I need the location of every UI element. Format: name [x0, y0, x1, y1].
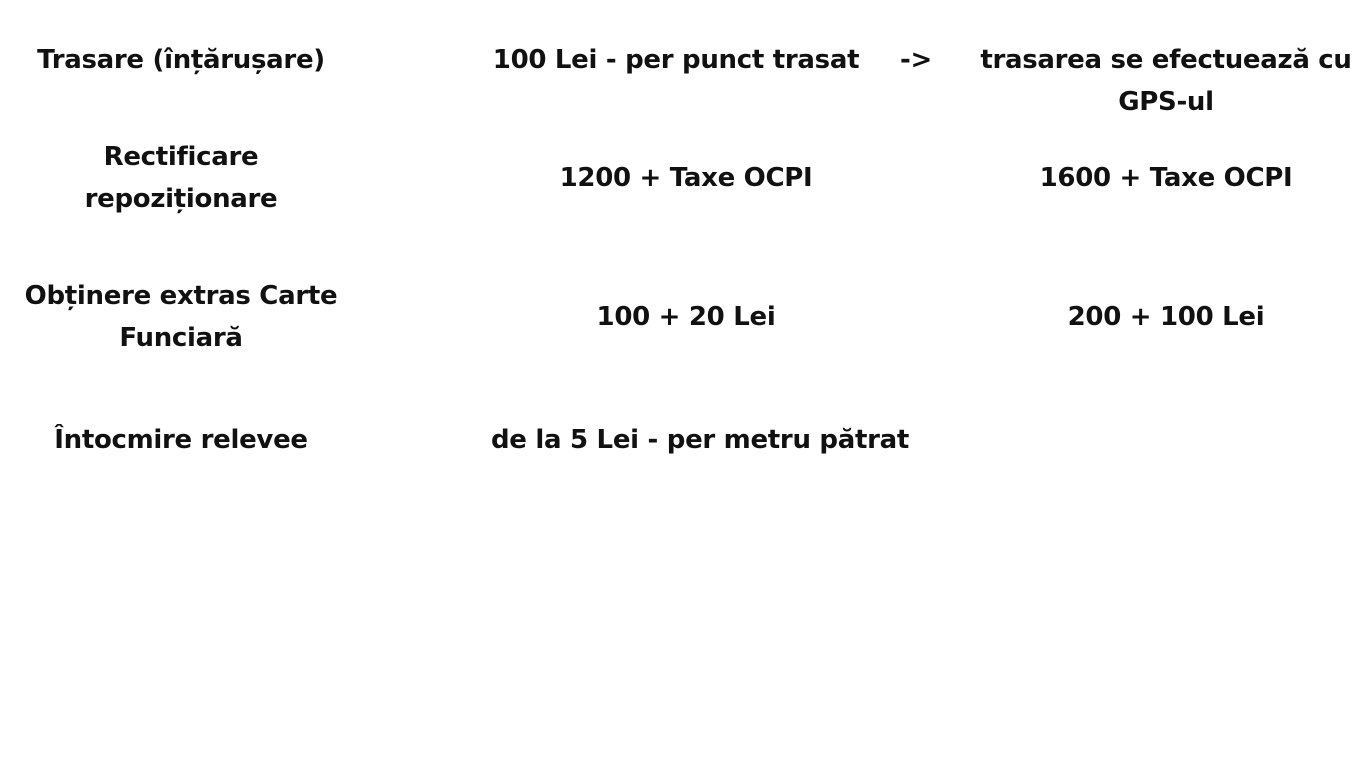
service-extras-carte-funciara [0, 275, 362, 359]
service-rectificare [0, 136, 362, 220]
price-rectificare-1: 1200 + Taxe OCPI [559, 163, 813, 193]
price-rectificare-2: 1600 + Taxe OCPI [1039, 163, 1293, 193]
service-rectificare-line2: repoziționare [84, 184, 278, 214]
service-rectificare-line1: Rectificare [103, 142, 259, 172]
arrow-text: -> [900, 45, 932, 75]
service-trasare: Trasare (înțărușare) [37, 45, 325, 75]
price-relevee: de la 5 Lei - per metru pătrat [491, 425, 909, 455]
note-trasare-gps: trasarea se efectuează cu GPS-ul [980, 45, 1352, 117]
service-relevee: Întocmire relevee [54, 425, 308, 455]
service-extras-line2: Funciară [119, 323, 243, 353]
service-extras-line1: Obținere extras Carte [24, 281, 338, 311]
price-extras-2: 200 + 100 Lei [1067, 302, 1265, 332]
price-extras-1: 100 + 20 Lei [596, 302, 776, 332]
price-trasare: 100 Lei - per punct trasat [492, 45, 860, 75]
